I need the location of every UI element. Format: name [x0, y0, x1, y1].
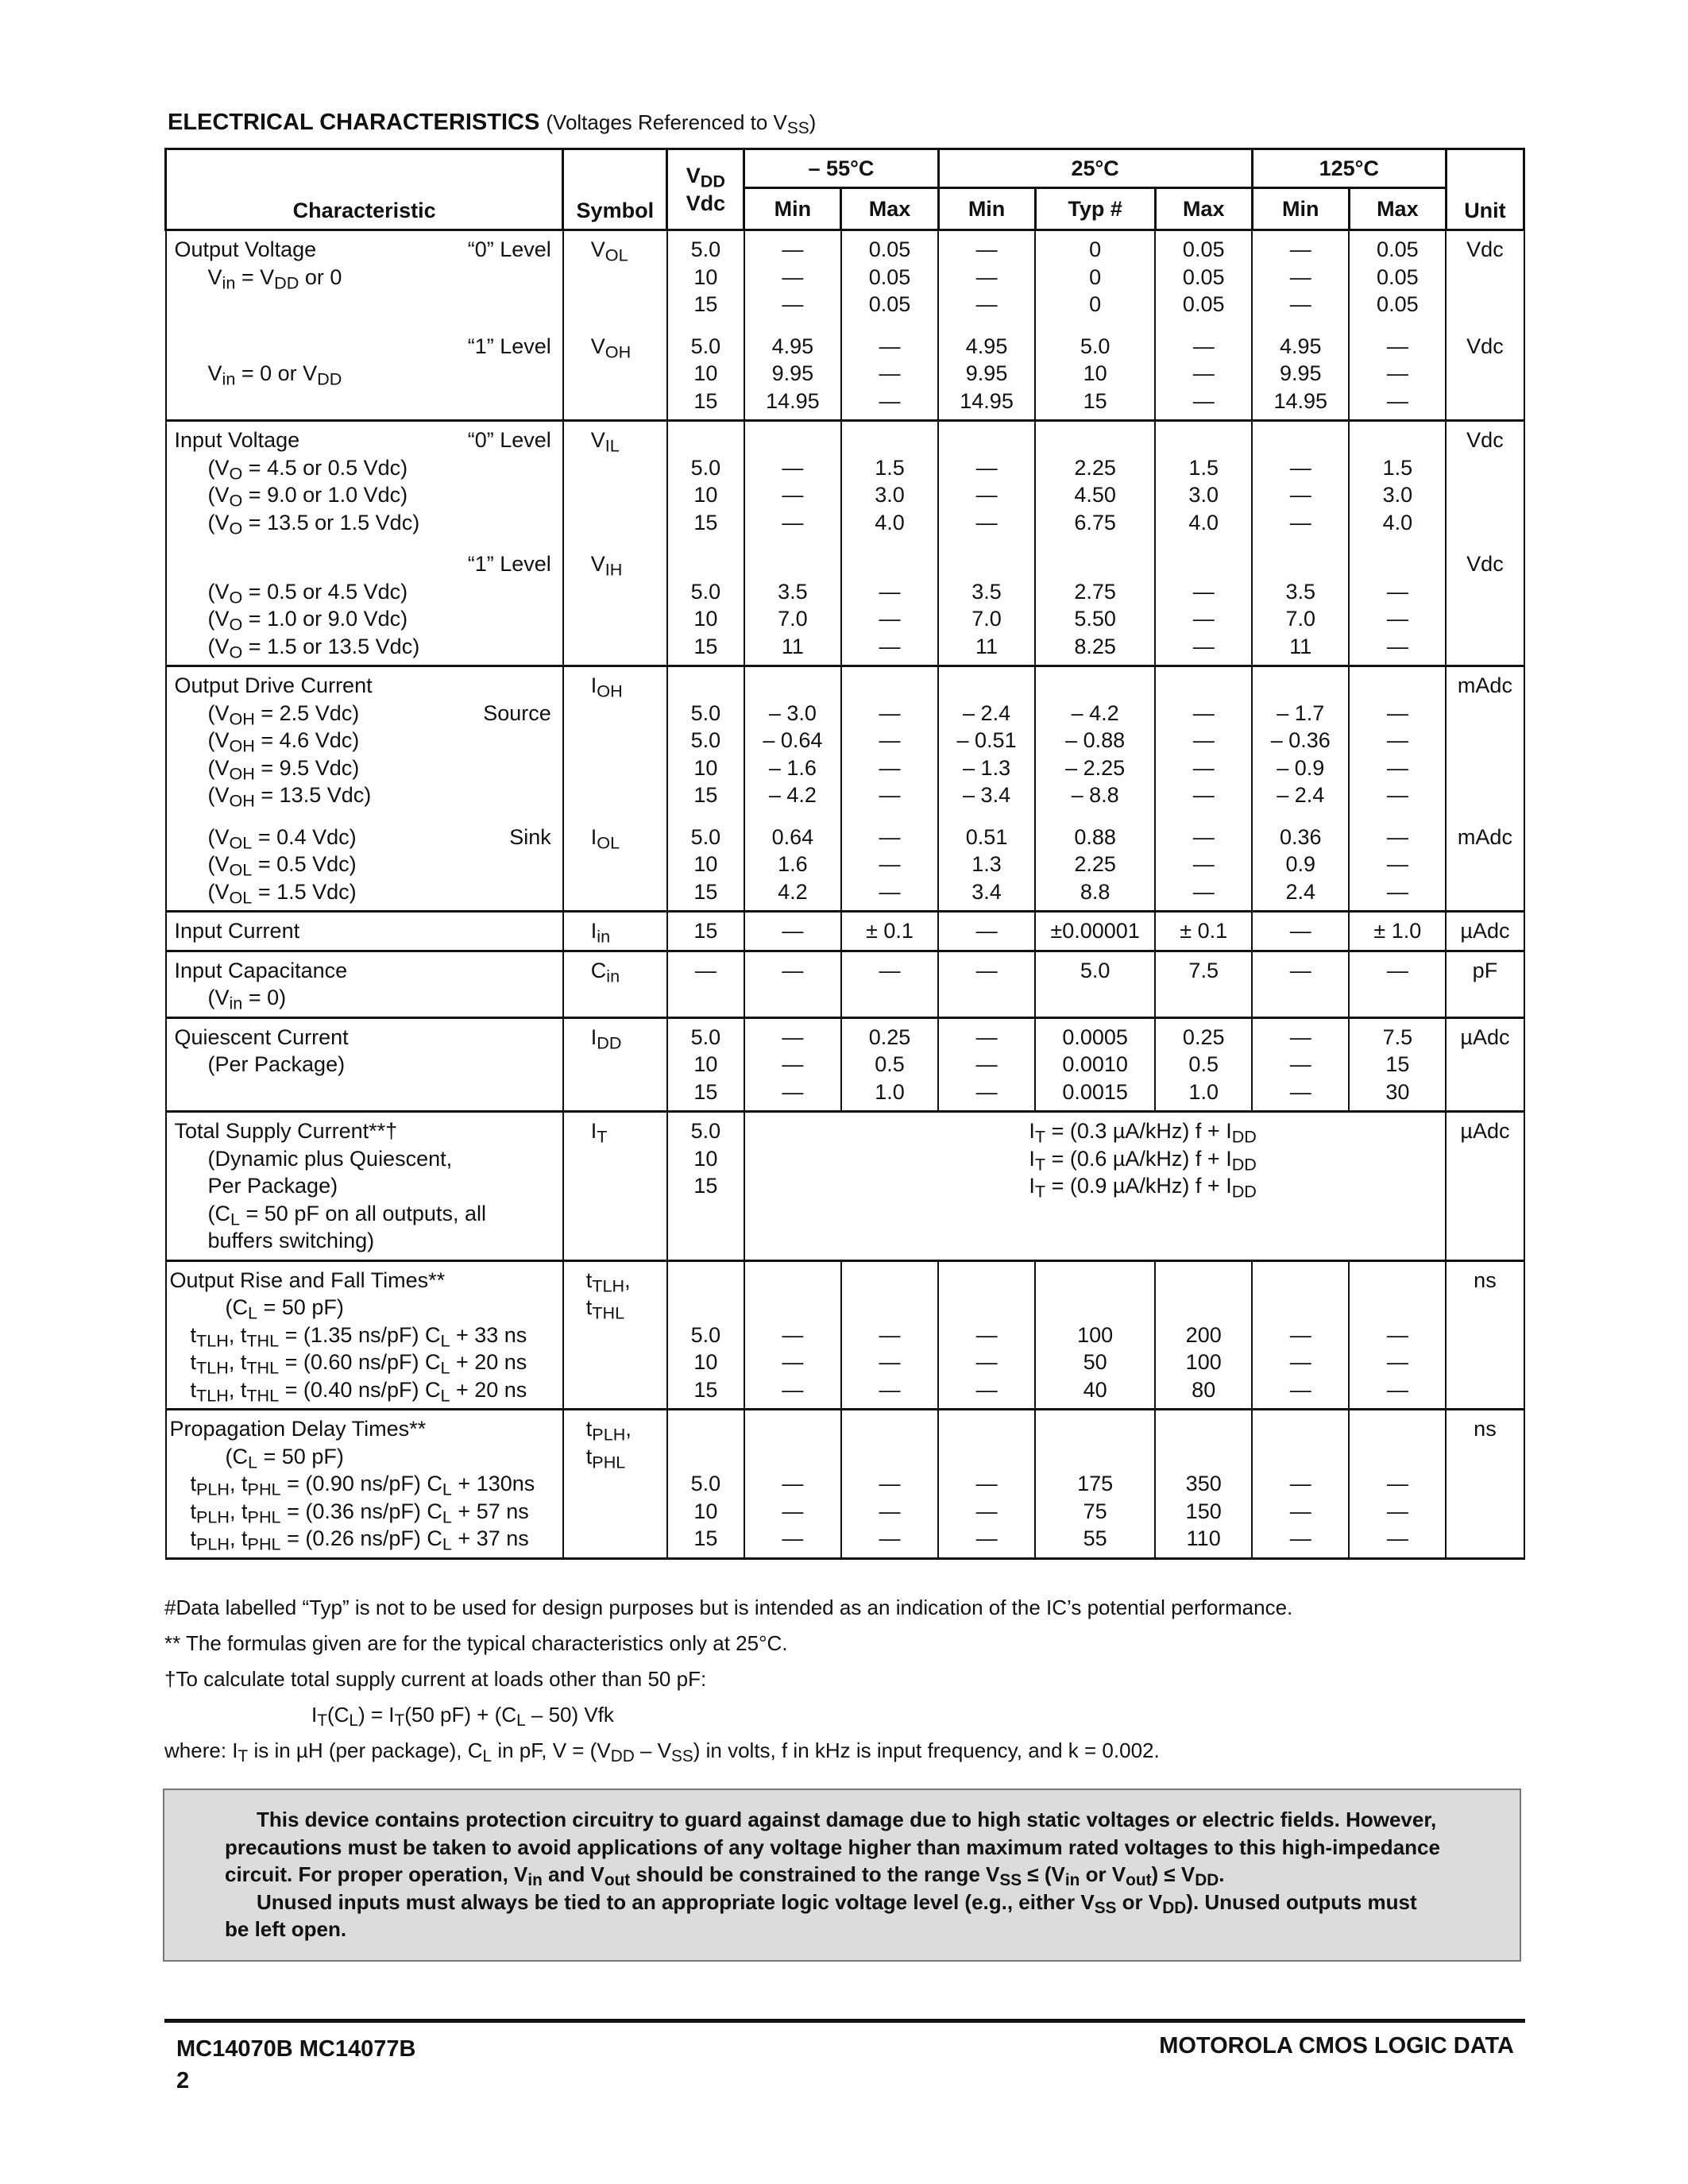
unit-cell: µAdc: [1446, 912, 1524, 951]
m55-max-cell: — — —: [841, 1410, 938, 1559]
header-symbol: Symbol: [563, 149, 667, 230]
footer-left: [176, 2033, 415, 2097]
r25-min-cell: – 2.4 – 0.51 – 1.3 – 3.4 0.51 1.3 3.4: [938, 666, 1035, 912]
footer-part-numbers: MC14070B MC14077B: [176, 2036, 416, 2062]
caution-line: be left open.: [225, 1917, 347, 1941]
m55-min-cell: —: [744, 951, 841, 1017]
unit-cell: µAdc: [1446, 1017, 1524, 1112]
vdd-cell: 5.0 10 15 5.0 10 15: [667, 230, 744, 421]
m55-min-cell: — — —: [744, 1410, 841, 1559]
m55-min-cell: — — —: [744, 1017, 841, 1112]
symbol-cell: $I_{in}$: [563, 912, 667, 951]
h125-min-cell: —: [1252, 912, 1349, 951]
m55-max-cell: 1.5 3.0 4.0 — — —: [841, 421, 938, 666]
vdd-cell: 15: [667, 912, 744, 951]
r25-max-cell: ± 0.1: [1155, 912, 1252, 951]
footnotes: [164, 1590, 1555, 1769]
symbol-cell: $I_{DD}$: [563, 1017, 667, 1112]
characteristic-cell: Total Supply Current**† (Dynamic plus Quiescent, Per Package) ($C_L = 50$ pF on all outputs, all buffers switching): [166, 1112, 563, 1261]
unit-cell: ns: [1446, 1410, 1524, 1559]
characteristic-cell: Output Drive Current ($V_{OH} = 2.5$ Vdc) Source ($V_{OH} = 4.6$ Vdc) ($V_{OH} = 9.5$ Vdc) ($V_{OH} = 13.5$ Vdc) ($V_{OL} = 0.4$ Vdc) Sink ($V_{OL} = 0.5$ Vdc) ($V_{OL} = 1.5$ Vdc): [166, 666, 563, 912]
header-max: Max: [1349, 188, 1446, 230]
symbol-cell: $I_{OH}$ $I_{OL}$: [563, 666, 667, 912]
row-output-voltage: [166, 230, 1524, 421]
characteristic-cell: Quiescent Current (Per Package): [166, 1017, 563, 1112]
footnote-formulas: ** The formulas given are for the typical characteristics only at 25°C.: [164, 1631, 788, 1655]
r25-min-cell: — — — 4.95 9.95 14.95: [938, 230, 1035, 421]
h125-min-cell: —: [1252, 951, 1349, 1017]
header-vdd: $V_{DD}$ Vdc: [667, 149, 744, 230]
symbol-cell: $I_T$: [563, 1112, 667, 1261]
vdd-cell: 5.0 10 15: [667, 1017, 744, 1112]
r25-max-cell: 0.05 0.05 0.05 — — —: [1155, 230, 1252, 421]
footnote-typ: #Data labelled “Typ” is not to be used for design purposes but is intended as an indication of the IC’s potential performance.: [164, 1596, 1293, 1619]
m55-max-cell: — — — — — — —: [841, 666, 938, 912]
r25-typ-cell: ±0.00001: [1035, 912, 1155, 951]
r25-max-cell: 200 100 80: [1155, 1260, 1252, 1410]
r25-max-cell: — — — — — — —: [1155, 666, 1252, 912]
characteristic-cell: Input Voltage “0” Level ($V_O = 4.5$ or 0.5 Vdc) ($V_O = 9.0$ or 1.0 Vdc) ($V_O = 13.5$ or 1.5 Vdc) “1” Level ($V_O = 0.5$ or 4.5 Vdc) ($V_O = 1.0$ or 9.0 Vdc) ($V_O = 1.5$ or 13.5 Vdc): [166, 421, 563, 666]
symbol-cell: $t_{PLH}$, $t_{PHL}$: [563, 1410, 667, 1559]
footnote-equation: $I_T(C_L) = I_T(50$ $pF) + (C_L - 50)$ Vfk: [311, 1703, 614, 1731]
h125-max-cell: — — —: [1349, 1260, 1446, 1410]
h125-min-cell: — — —: [1252, 1410, 1349, 1559]
caution-line: Unused inputs must always be tied to an appropriate logic voltage level (e.g., either $V_{SS}$ or $V_{DD}$). Unused outputs must: [257, 1889, 1417, 1917]
heading-subtitle: (Voltages Referenced to $V_{SS}$): [546, 110, 817, 138]
h125-min-cell: — — — 3.5 7.0 11: [1252, 421, 1349, 666]
footnote-total-supply: †To calculate total supply current at loads other than 50 pF:: [164, 1667, 707, 1691]
characteristic-cell: Input Capacitance $(V_{in} = 0)$: [166, 951, 563, 1017]
r25-typ-cell: 175 75 55: [1035, 1410, 1155, 1559]
header-min: Min: [744, 188, 841, 230]
row-rise-fall-times: [166, 1260, 1524, 1410]
r25-min-cell: — — —: [938, 1017, 1035, 1112]
m55-max-cell: — — —: [841, 1260, 938, 1410]
header-max: Max: [1155, 188, 1252, 230]
r25-max-cell: 350 150 110: [1155, 1410, 1252, 1559]
m55-min-cell: — — — 3.5 7.0 11: [744, 421, 841, 666]
h125-max-cell: 1.5 3.0 4.0 — — —: [1349, 421, 1446, 666]
symbol-cell: $V_{OL}$ $V_{OH}$: [563, 230, 667, 421]
r25-max-cell: 7.5: [1155, 951, 1252, 1017]
r25-typ-cell: 2.25 4.50 6.75 2.75 5.50 8.25: [1035, 421, 1155, 666]
header-min: Min: [938, 188, 1035, 230]
r25-typ-cell: 0 0 0 5.0 10 15: [1035, 230, 1155, 421]
h125-max-cell: 0.05 0.05 0.05 — — —: [1349, 230, 1446, 421]
header-temp-minus55: – 55°C: [744, 149, 938, 188]
section-heading: [168, 110, 816, 136]
symbol-cell: $t_{TLH}$, $t_{THL}$: [563, 1260, 667, 1410]
r25-min-cell: — — —: [938, 1260, 1035, 1410]
esd-caution-box: [163, 1788, 1521, 1962]
r25-min-cell: —: [938, 951, 1035, 1017]
unit-cell: ns: [1446, 1260, 1524, 1410]
h125-min-cell: — — — 4.95 9.95 14.95: [1252, 230, 1349, 421]
vdd-cell: 5.0 10 15: [667, 1260, 744, 1410]
unit-cell: pF: [1446, 951, 1524, 1017]
footer-brand: MOTOROLA CMOS LOGIC DATA: [1159, 2033, 1514, 2059]
caution-line: precautions must be taken to avoid applications of any voltage higher than maximum rated voltages to this high-impedance: [225, 1835, 1440, 1859]
m55-min-cell: – 3.0 – 0.64 – 1.6 – 4.2 0.64 1.6 4.2: [744, 666, 841, 912]
vdd-cell: —: [667, 951, 744, 1017]
row-propagation-delay: [166, 1410, 1524, 1559]
m55-max-cell: ± 0.1: [841, 912, 938, 951]
characteristic-cell: Input Current: [166, 912, 563, 951]
row-output-drive-current: [166, 666, 1524, 912]
vdd-cell: 5.0 10 15: [667, 1112, 744, 1261]
characteristic-cell: Propagation Delay Times** ($C_L = 50$ pF) $t_{PLH}$, $t_{PHL} = (0.90$ ns/pF) $C_L + 130ns$ $t_{PLH}$, $t_{PHL} = (0.36$ ns/pF) $C_L + 57$ ns $t_{PLH}$, $t_{PHL} = (0.26$ ns/pF) $C_L + 37$ ns: [166, 1410, 563, 1559]
row-input-current: [166, 912, 1524, 951]
h125-max-cell: —: [1349, 951, 1446, 1017]
h125-max-cell: — — —: [1349, 1410, 1446, 1559]
supply-current-formulas: $I_T = (0.3$ µA/kHz) $f + I_{DD}$ $I_T = (0.6$ µA/kHz) $f + I_{DD}$ $I_T = (0.9$ µA/kHz) $f + I_{DD}$: [744, 1112, 1446, 1261]
vdd-cell: 5.0 10 15 5.0 10 15: [667, 421, 744, 666]
vdd-cell: 5.0 5.0 10 15 5.0 10 15: [667, 666, 744, 912]
vdd-cell: 5.0 10 15: [667, 1410, 744, 1559]
r25-typ-cell: 0.0005 0.0010 0.0015: [1035, 1017, 1155, 1112]
characteristic-cell: Output Voltage “0” Level $V_{in} = V_{DD}$ or 0 “1” Level $V_{in} = 0$ or $V_{DD}$: [166, 230, 563, 421]
m55-min-cell: — — — 4.95 9.95 14.95: [744, 230, 841, 421]
m55-max-cell: 0.05 0.05 0.05 — — —: [841, 230, 938, 421]
unit-cell: µAdc: [1446, 1112, 1524, 1261]
symbol-cell: $V_{IL}$ $V_{IH}$: [563, 421, 667, 666]
unit-cell: Vdc Vdc: [1446, 230, 1524, 421]
row-input-capacitance: [166, 951, 1524, 1017]
h125-min-cell: – 1.7 – 0.36 – 0.9 – 2.4 0.36 0.9 2.4: [1252, 666, 1349, 912]
unit-cell: mAdc mAdc: [1446, 666, 1524, 912]
h125-min-cell: — — —: [1252, 1260, 1349, 1410]
characteristic-cell: Output Rise and Fall Times** ($C_L = 50$ pF) $t_{TLH}$, $t_{THL} = (1.35$ ns/pF) $C_L + 33$ ns $t_{TLH}$, $t_{THL} = (0.60$ ns/pF) $C_L + 20$ ns $t_{TLH}$, $t_{THL} = (0.40$ ns/pF) $C_L + 20$ ns: [166, 1260, 563, 1410]
footnote-where: where: $I_T$ is in µH (per package), $C_L$ in pF, $V = (V_{DD} - V_{SS})$ in volts, f in kHz is input frequency, and k = 0.002.: [164, 1738, 1160, 1766]
m55-max-cell: —: [841, 951, 938, 1017]
r25-typ-cell: 100 50 40: [1035, 1260, 1155, 1410]
r25-max-cell: 1.5 3.0 4.0 — — —: [1155, 421, 1252, 666]
header-typ: Typ #: [1035, 188, 1155, 230]
row-total-supply-current: [166, 1112, 1524, 1261]
caution-line: This device contains protection circuitry to guard against damage due to high static voltages or electric fields. However,: [257, 1808, 1437, 1831]
header-max: Max: [841, 188, 938, 230]
m55-max-cell: 0.25 0.5 1.0: [841, 1017, 938, 1112]
header-characteristic: Characteristic: [166, 149, 563, 230]
r25-typ-cell: – 4.2 – 0.88 – 2.25 – 8.8 0.88 2.25 8.8: [1035, 666, 1155, 912]
heading-title: ELECTRICAL CHARACTERISTICS: [168, 110, 540, 135]
row-quiescent-current: [166, 1017, 1524, 1112]
r25-min-cell: — — —: [938, 1410, 1035, 1559]
header-unit: Unit: [1446, 149, 1524, 230]
caution-line: circuit. For proper operation, $V_{in}$ and $V_{out}$ should be constrained to the range $V_{SS} \le (V_{in}$ or $V_{out}) \le V_{DD}$.: [225, 1862, 1225, 1890]
m55-min-cell: —: [744, 912, 841, 951]
footer-page-number: 2: [176, 2068, 190, 2093]
symbol-cell: $C_{in}$: [563, 951, 667, 1017]
header-temp-125: 125°C: [1252, 149, 1446, 188]
r25-min-cell: —: [938, 912, 1035, 951]
footer-rule: [164, 2019, 1525, 2023]
electrical-characteristics-table: [164, 148, 1525, 1560]
unit-cell: Vdc Vdc: [1446, 421, 1524, 666]
header-temp-25: 25°C: [938, 149, 1252, 188]
h125-max-cell: 7.5 15 30: [1349, 1017, 1446, 1112]
h125-max-cell: — — — — — — —: [1349, 666, 1446, 912]
r25-max-cell: 0.25 0.5 1.0: [1155, 1017, 1252, 1112]
r25-typ-cell: 5.0: [1035, 951, 1155, 1017]
r25-min-cell: — — — 3.5 7.0 11: [938, 421, 1035, 666]
m55-min-cell: — — —: [744, 1260, 841, 1410]
header-min: Min: [1252, 188, 1349, 230]
row-input-voltage: [166, 421, 1524, 666]
h125-min-cell: — — —: [1252, 1017, 1349, 1112]
h125-max-cell: ± 1.0: [1349, 912, 1446, 951]
